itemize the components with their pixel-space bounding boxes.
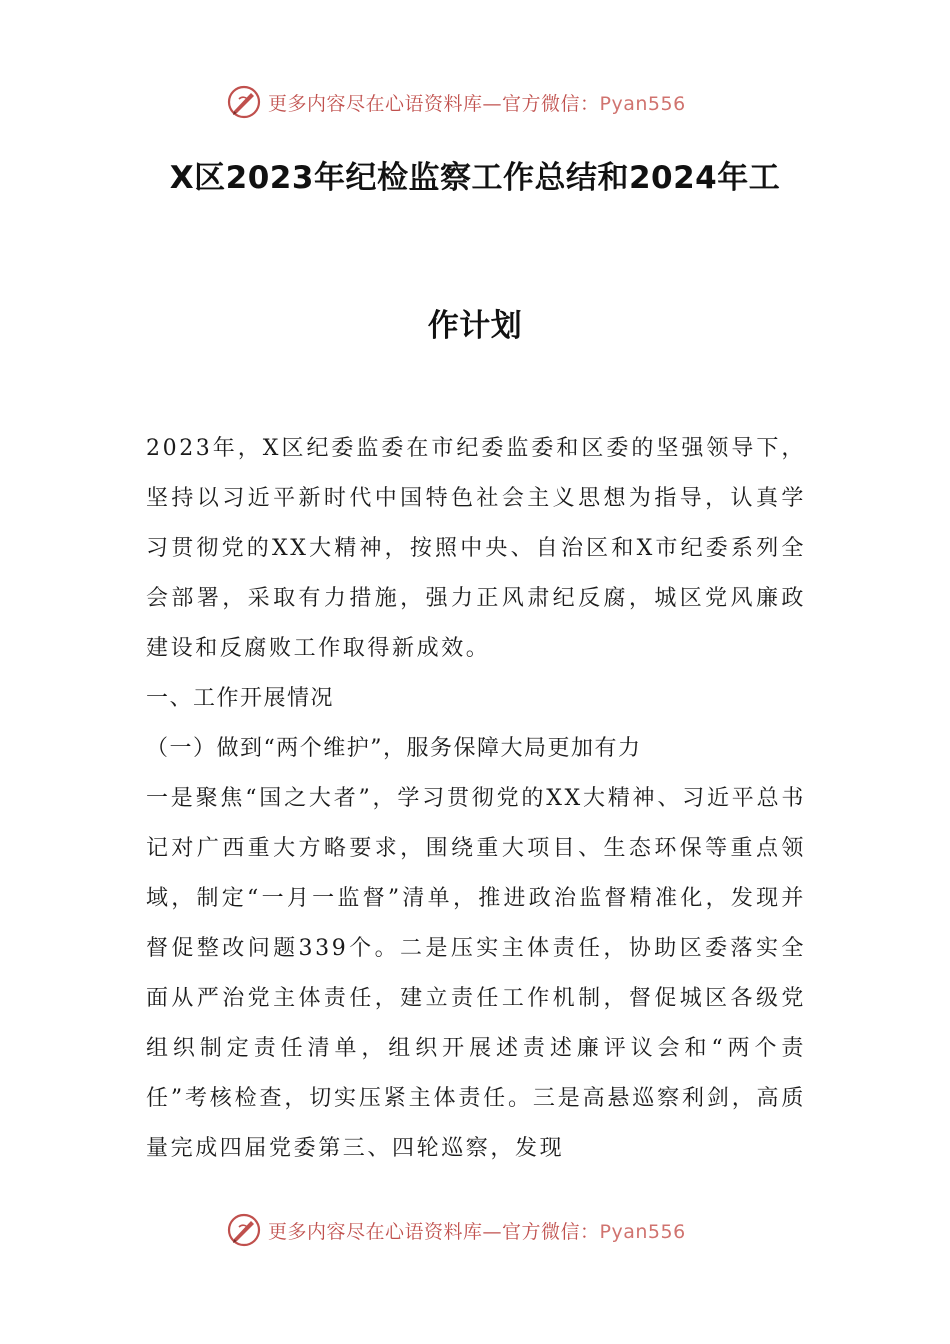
document-title-line-2: 作计划 [427,308,523,344]
watermark-text [268,89,686,116]
subsection-1-body: 一是聚焦“国之大者”，学习贯彻党的XX大精神、习近平总书记对广西重大方略要求，围绕重大项目、生态环保等重点领域，制定“一月一监督”清单，推进政治监督精准化，发现并督促整改问题339个。二是压实主体责任，协助区委落实全面从严治党主体责任，建立责任工作机制，督促城区各级党组织制定责任清单，组织开展述责述廉评议会和“两个责任”考核检查，切实压紧主体责任。三是高悬巡察利剑，高质量完成四届党委第三、四轮巡察，发现 [146,786,806,1161]
watermark-brand: 更多内容尽在心语资料库—官方微信： [268,92,600,115]
watermark-contact: Pyan556 [599,1220,686,1243]
footer-watermark [226,1210,686,1250]
section-heading-1: 一、工作开展情况 [146,686,335,711]
watermark-text [268,1217,686,1244]
watermark-contact: Pyan556 [599,92,686,115]
subsection-heading-1: （一）做到“两个维护”，服务保障大局更加有力 [146,736,642,761]
header-watermark [226,82,686,122]
pen-logo-icon [226,84,262,120]
document-body [146,424,806,1174]
intro-paragraph: 2023年，X区纪委监委在市纪委监委和区委的坚强领导下，坚持以习近平新时代中国特色社会主义思想为指导，认真学习贯彻党的XX大精神，按照中央、自治区和X市纪委系列全会部署，采取有力措施，强力正风肃纪反腐，城区党风廉政建设和反腐败工作取得新成效。 [146,436,806,661]
pen-logo-icon [226,1212,262,1248]
watermark-brand: 更多内容尽在心语资料库—官方微信： [268,1220,600,1243]
document-title-line-1: X区2023年纪检监察工作总结和2024年工 [169,160,781,196]
